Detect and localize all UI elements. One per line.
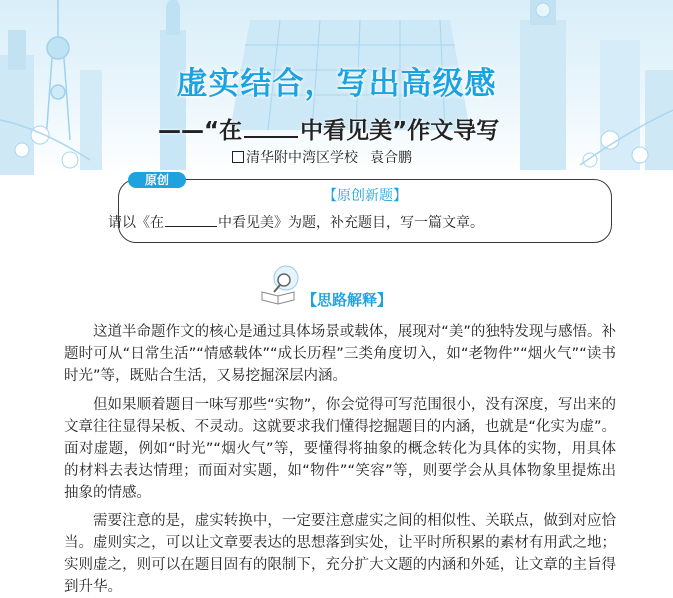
prompt-blank — [165, 213, 217, 227]
original-question-heading: 【原创新题】 — [323, 188, 407, 204]
analysis-paragraph-3: 需要注意的是，虚实转换中，一定要注意虚实之间的相似性、关联点，做到对应恰当。虚则实之，可以让文章要表达的思想落到实处，让平时所积累的素材有用武之地；实则虚之，则可以在题目固有的限制下，充分扩大文题的内涵和外延，让文章的主旨得到升华。 — [64, 513, 616, 595]
analysis-paragraph-1: 这道半命题作文的核心是通过具体场景或载体，展现对“美”的独特发现与感悟。补题时可从“日常生活”“情感载体”“成长历程”三类角度切入，如“老物件”“烟火气”“读书时光”等，既贴合生活，又易挖掘深层内涵。 — [64, 324, 616, 384]
checkbox-square-icon — [232, 151, 244, 163]
prompt-tail: 中看见美》为题，补充题目，写一篇文章。 — [218, 215, 484, 231]
original-question-prompt — [108, 212, 484, 232]
author-school: 清华附中湾区学校 — [246, 150, 358, 166]
page-subtitle — [158, 112, 499, 145]
original-tag: 原创 — [128, 172, 186, 188]
author-line — [232, 147, 412, 167]
author-name: 袁合鹏 — [370, 150, 412, 166]
page-title: 虚实结合，写出高级感 — [176, 66, 497, 102]
prompt-lead: 请以《在 — [108, 215, 164, 231]
analysis-paragraph-2: 但如果顺着题目一味写那些“实物”，你会觉得可写范围很小，没有深度，写出来的文章往往显得呆板、不灵动。这就要求我们懂得挖掘题目的内涵，也就是“化实为虚”。面对虚题，例如“时光”“烟火气”等，要懂得将抽象的概念转化为具体的实物，用具体的材料去表达情理；而面对实题，如“物件”“笑容”等，则要学会从具体物象里提炼出抽象的情感。 — [64, 397, 616, 501]
subtitle-tail: 中看见美”作文导写 — [300, 118, 500, 144]
book-magnifier-icon — [258, 262, 302, 306]
subtitle-lead: ——“在 — [158, 118, 243, 144]
analysis-section-title: 【思路解释】 — [302, 291, 393, 309]
subtitle-blank — [244, 116, 298, 138]
